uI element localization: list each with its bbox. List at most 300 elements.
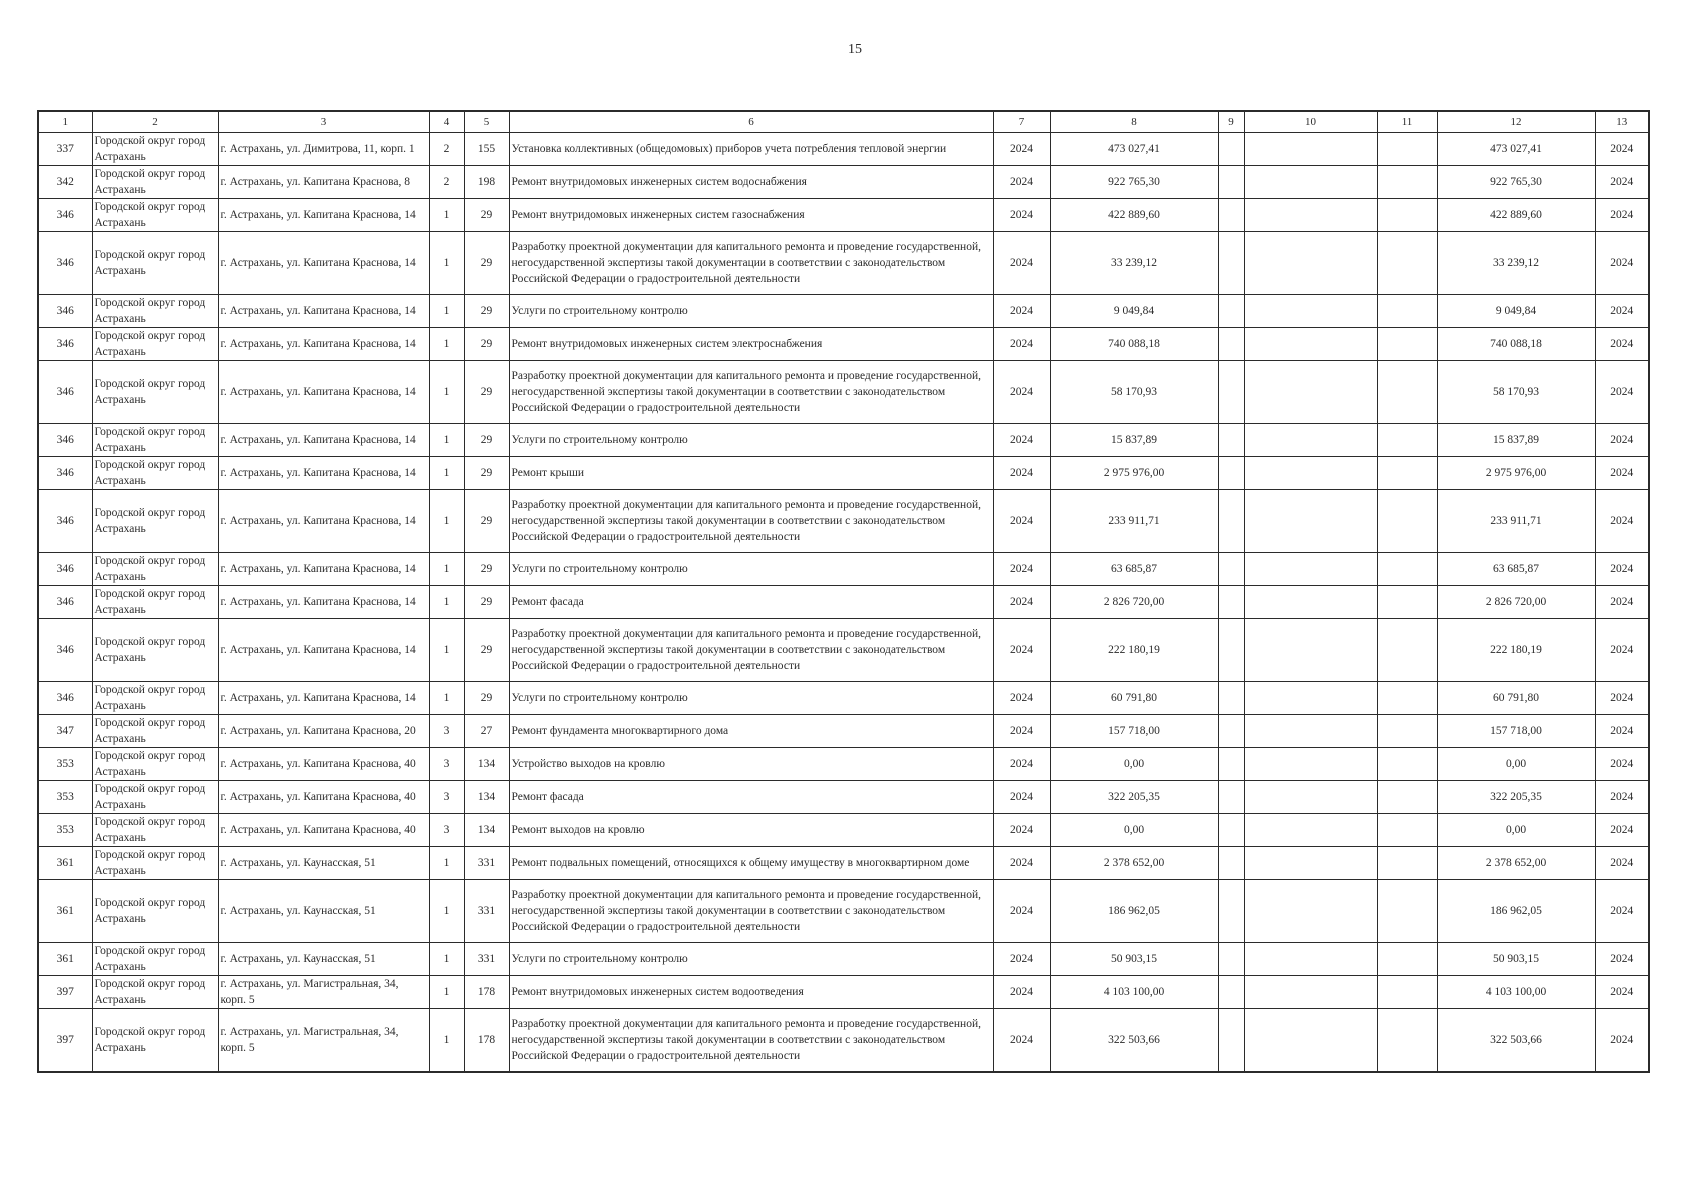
col10-cell: [1244, 232, 1377, 295]
col5-cell: 29: [464, 586, 509, 619]
address-cell: г. Астрахань, ул. Капитана Краснова, 14: [218, 619, 429, 682]
total-amount-cell: 740 088,18: [1437, 328, 1595, 361]
col10-cell: [1244, 199, 1377, 232]
total-amount-cell: 2 378 652,00: [1437, 847, 1595, 880]
col10-cell: [1244, 847, 1377, 880]
col9-cell: [1218, 361, 1244, 424]
total-amount-cell: 15 837,89: [1437, 424, 1595, 457]
row-number-cell: 397: [38, 1009, 92, 1073]
col9-cell: [1218, 748, 1244, 781]
col4-cell: 1: [429, 199, 464, 232]
municipality-cell: Городской округ город Астрахань: [92, 619, 218, 682]
col10-cell: [1244, 715, 1377, 748]
col5-cell: 29: [464, 619, 509, 682]
col9-cell: [1218, 715, 1244, 748]
total-amount-cell: 9 049,84: [1437, 295, 1595, 328]
address-cell: г. Астрахань, ул. Капитана Краснова, 14: [218, 232, 429, 295]
amount-cell: 222 180,19: [1050, 619, 1218, 682]
col9-cell: [1218, 490, 1244, 553]
col10-cell: [1244, 295, 1377, 328]
year-cell: 2024: [993, 814, 1050, 847]
col4-cell: 3: [429, 748, 464, 781]
total-amount-cell: 186 962,05: [1437, 880, 1595, 943]
year-cell: 2024: [993, 199, 1050, 232]
amount-cell: 60 791,80: [1050, 682, 1218, 715]
completion-year-cell: 2024: [1595, 586, 1649, 619]
completion-year-cell: 2024: [1595, 814, 1649, 847]
table-row: [38, 361, 1649, 424]
municipality-cell: Городской округ город Астрахань: [92, 457, 218, 490]
completion-year-cell: 2024: [1595, 781, 1649, 814]
col4-cell: 1: [429, 1009, 464, 1073]
col9-cell: [1218, 976, 1244, 1009]
work-type-cell: Услуги по строительному контролю: [509, 682, 993, 715]
total-amount-cell: 60 791,80: [1437, 682, 1595, 715]
col5-cell: 29: [464, 490, 509, 553]
column-header: 13: [1595, 111, 1649, 133]
col5-cell: 29: [464, 553, 509, 586]
year-cell: 2024: [993, 133, 1050, 166]
completion-year-cell: 2024: [1595, 553, 1649, 586]
amount-cell: 2 378 652,00: [1050, 847, 1218, 880]
completion-year-cell: 2024: [1595, 295, 1649, 328]
work-type-cell: Ремонт внутридомовых инженерных систем водоснабжения: [509, 166, 993, 199]
column-header: 12: [1437, 111, 1595, 133]
col4-cell: 1: [429, 586, 464, 619]
table-header-row: [38, 111, 1649, 133]
col5-cell: 134: [464, 748, 509, 781]
col4-cell: 1: [429, 943, 464, 976]
row-number-cell: 337: [38, 133, 92, 166]
amount-cell: 186 962,05: [1050, 880, 1218, 943]
col9-cell: [1218, 133, 1244, 166]
col10-cell: [1244, 328, 1377, 361]
col9-cell: [1218, 553, 1244, 586]
col11-cell: [1377, 361, 1437, 424]
table-body: [38, 133, 1649, 1073]
col9-cell: [1218, 781, 1244, 814]
table-row: [38, 880, 1649, 943]
col4-cell: 1: [429, 361, 464, 424]
col10-cell: [1244, 1009, 1377, 1073]
total-amount-cell: 322 205,35: [1437, 781, 1595, 814]
col5-cell: 29: [464, 232, 509, 295]
completion-year-cell: 2024: [1595, 457, 1649, 490]
table-row: [38, 619, 1649, 682]
year-cell: 2024: [993, 295, 1050, 328]
col10-cell: [1244, 748, 1377, 781]
amount-cell: 233 911,71: [1050, 490, 1218, 553]
table-row: [38, 976, 1649, 1009]
col9-cell: [1218, 232, 1244, 295]
col10-cell: [1244, 553, 1377, 586]
municipality-cell: Городской округ город Астрахань: [92, 586, 218, 619]
column-header: 10: [1244, 111, 1377, 133]
work-type-cell: Услуги по строительному контролю: [509, 295, 993, 328]
municipality-cell: Городской округ город Астрахань: [92, 682, 218, 715]
address-cell: г. Астрахань, ул. Капитана Краснова, 14: [218, 361, 429, 424]
col11-cell: [1377, 976, 1437, 1009]
col11-cell: [1377, 328, 1437, 361]
work-type-cell: Ремонт фасада: [509, 586, 993, 619]
col5-cell: 27: [464, 715, 509, 748]
year-cell: 2024: [993, 943, 1050, 976]
col4-cell: 1: [429, 619, 464, 682]
col10-cell: [1244, 424, 1377, 457]
completion-year-cell: 2024: [1595, 682, 1649, 715]
row-number-cell: 346: [38, 457, 92, 490]
col11-cell: [1377, 781, 1437, 814]
total-amount-cell: 222 180,19: [1437, 619, 1595, 682]
address-cell: г. Астрахань, ул. Капитана Краснова, 14: [218, 457, 429, 490]
col9-cell: [1218, 682, 1244, 715]
col5-cell: 178: [464, 1009, 509, 1073]
col4-cell: 1: [429, 295, 464, 328]
municipality-cell: Городской округ город Астрахань: [92, 232, 218, 295]
row-number-cell: 342: [38, 166, 92, 199]
col5-cell: 178: [464, 976, 509, 1009]
amount-cell: 9 049,84: [1050, 295, 1218, 328]
table-row: [38, 814, 1649, 847]
work-type-cell: Устройство выходов на кровлю: [509, 748, 993, 781]
col5-cell: 29: [464, 328, 509, 361]
col4-cell: 1: [429, 232, 464, 295]
col11-cell: [1377, 553, 1437, 586]
total-amount-cell: 473 027,41: [1437, 133, 1595, 166]
row-number-cell: 346: [38, 619, 92, 682]
completion-year-cell: 2024: [1595, 166, 1649, 199]
total-amount-cell: 2 975 976,00: [1437, 457, 1595, 490]
col9-cell: [1218, 880, 1244, 943]
col9-cell: [1218, 1009, 1244, 1073]
column-header: 5: [464, 111, 509, 133]
col11-cell: [1377, 424, 1437, 457]
work-type-cell: Ремонт внутридомовых инженерных систем газоснабжения: [509, 199, 993, 232]
completion-year-cell: 2024: [1595, 490, 1649, 553]
year-cell: 2024: [993, 490, 1050, 553]
col11-cell: [1377, 586, 1437, 619]
col9-cell: [1218, 199, 1244, 232]
col4-cell: 1: [429, 457, 464, 490]
address-cell: г. Астрахань, ул. Каунасская, 51: [218, 880, 429, 943]
municipality-cell: Городской округ город Астрахань: [92, 781, 218, 814]
col11-cell: [1377, 457, 1437, 490]
year-cell: 2024: [993, 847, 1050, 880]
col4-cell: 1: [429, 682, 464, 715]
municipality-cell: Городской округ город Астрахань: [92, 814, 218, 847]
municipality-cell: Городской округ город Астрахань: [92, 715, 218, 748]
work-type-cell: Ремонт внутридомовых инженерных систем водоотведения: [509, 976, 993, 1009]
address-cell: г. Астрахань, ул. Капитана Краснова, 40: [218, 748, 429, 781]
work-type-cell: Установка коллективных (общедомовых) приборов учета потребления тепловой энергии: [509, 133, 993, 166]
table-row: [38, 715, 1649, 748]
col5-cell: 29: [464, 295, 509, 328]
completion-year-cell: 2024: [1595, 847, 1649, 880]
total-amount-cell: 2 826 720,00: [1437, 586, 1595, 619]
year-cell: 2024: [993, 457, 1050, 490]
address-cell: г. Астрахань, ул. Капитана Краснова, 20: [218, 715, 429, 748]
col10-cell: [1244, 880, 1377, 943]
col4-cell: 2: [429, 133, 464, 166]
municipality-cell: Городской округ город Астрахань: [92, 748, 218, 781]
total-amount-cell: 233 911,71: [1437, 490, 1595, 553]
work-type-cell: Услуги по строительному контролю: [509, 553, 993, 586]
table-row: [38, 328, 1649, 361]
work-type-cell: Ремонт выходов на кровлю: [509, 814, 993, 847]
total-amount-cell: 157 718,00: [1437, 715, 1595, 748]
total-amount-cell: 0,00: [1437, 748, 1595, 781]
year-cell: 2024: [993, 682, 1050, 715]
amount-cell: 0,00: [1050, 814, 1218, 847]
col10-cell: [1244, 682, 1377, 715]
total-amount-cell: 422 889,60: [1437, 199, 1595, 232]
col4-cell: 1: [429, 976, 464, 1009]
year-cell: 2024: [993, 361, 1050, 424]
work-type-cell: Ремонт крыши: [509, 457, 993, 490]
row-number-cell: 361: [38, 943, 92, 976]
column-header: 1: [38, 111, 92, 133]
table-row: [38, 748, 1649, 781]
completion-year-cell: 2024: [1595, 715, 1649, 748]
completion-year-cell: 2024: [1595, 748, 1649, 781]
row-number-cell: 346: [38, 199, 92, 232]
year-cell: 2024: [993, 328, 1050, 361]
amount-cell: 322 205,35: [1050, 781, 1218, 814]
row-number-cell: 346: [38, 682, 92, 715]
col11-cell: [1377, 847, 1437, 880]
year-cell: 2024: [993, 976, 1050, 1009]
col10-cell: [1244, 781, 1377, 814]
work-type-cell: Разработку проектной документации для капитального ремонта и проведение государственной, негосударственной экспертизы такой документации в соответствии с законодательством Российской Федерации о градостроительной деятельности: [509, 619, 993, 682]
completion-year-cell: 2024: [1595, 328, 1649, 361]
address-cell: г. Астрахань, ул. Магистральная, 34, корп. 5: [218, 1009, 429, 1073]
work-type-cell: Услуги по строительному контролю: [509, 943, 993, 976]
col5-cell: 29: [464, 424, 509, 457]
table-row: [38, 1009, 1649, 1073]
completion-year-cell: 2024: [1595, 232, 1649, 295]
amount-cell: 4 103 100,00: [1050, 976, 1218, 1009]
col10-cell: [1244, 490, 1377, 553]
col9-cell: [1218, 457, 1244, 490]
municipality-cell: Городской округ город Астрахань: [92, 553, 218, 586]
year-cell: 2024: [993, 166, 1050, 199]
work-type-cell: Ремонт фундамента многоквартирного дома: [509, 715, 993, 748]
amount-cell: 740 088,18: [1050, 328, 1218, 361]
municipality-cell: Городской округ город Астрахань: [92, 166, 218, 199]
row-number-cell: 346: [38, 490, 92, 553]
col9-cell: [1218, 424, 1244, 457]
row-number-cell: 346: [38, 361, 92, 424]
col5-cell: 29: [464, 199, 509, 232]
col5-cell: 29: [464, 457, 509, 490]
completion-year-cell: 2024: [1595, 619, 1649, 682]
col4-cell: 3: [429, 715, 464, 748]
year-cell: 2024: [993, 1009, 1050, 1073]
work-type-cell: Разработку проектной документации для капитального ремонта и проведение государственной, негосударственной экспертизы такой документации в соответствии с законодательством Российской Федерации о градостроительной деятельности: [509, 232, 993, 295]
col9-cell: [1218, 847, 1244, 880]
amount-cell: 15 837,89: [1050, 424, 1218, 457]
work-type-cell: Разработку проектной документации для капитального ремонта и проведение государственной, негосударственной экспертизы такой документации в соответствии с законодательством Российской Федерации о градостроительной деятельности: [509, 490, 993, 553]
address-cell: г. Астрахань, ул. Капитана Краснова, 14: [218, 199, 429, 232]
year-cell: 2024: [993, 781, 1050, 814]
amount-cell: 422 889,60: [1050, 199, 1218, 232]
amount-cell: 33 239,12: [1050, 232, 1218, 295]
row-number-cell: 346: [38, 328, 92, 361]
col4-cell: 1: [429, 328, 464, 361]
col5-cell: 331: [464, 943, 509, 976]
amount-cell: 157 718,00: [1050, 715, 1218, 748]
col5-cell: 29: [464, 361, 509, 424]
total-amount-cell: 0,00: [1437, 814, 1595, 847]
year-cell: 2024: [993, 586, 1050, 619]
total-amount-cell: 58 170,93: [1437, 361, 1595, 424]
row-number-cell: 353: [38, 781, 92, 814]
col9-cell: [1218, 619, 1244, 682]
column-header: 2: [92, 111, 218, 133]
column-header: 8: [1050, 111, 1218, 133]
municipality-cell: Городской округ город Астрахань: [92, 295, 218, 328]
col11-cell: [1377, 166, 1437, 199]
address-cell: г. Астрахань, ул. Димитрова, 11, корп. 1: [218, 133, 429, 166]
address-cell: г. Астрахань, ул. Капитана Краснова, 40: [218, 814, 429, 847]
table-row: [38, 166, 1649, 199]
row-number-cell: 353: [38, 814, 92, 847]
col9-cell: [1218, 943, 1244, 976]
municipality-cell: Городской округ город Астрахань: [92, 847, 218, 880]
col5-cell: 198: [464, 166, 509, 199]
amount-cell: 322 503,66: [1050, 1009, 1218, 1073]
col4-cell: 3: [429, 781, 464, 814]
address-cell: г. Астрахань, ул. Каунасская, 51: [218, 847, 429, 880]
row-number-cell: 346: [38, 553, 92, 586]
municipality-cell: Городской округ город Астрахань: [92, 490, 218, 553]
completion-year-cell: 2024: [1595, 880, 1649, 943]
row-number-cell: 346: [38, 232, 92, 295]
work-type-cell: Разработку проектной документации для капитального ремонта и проведение государственной, негосударственной экспертизы такой документации в соответствии с законодательством Российской Федерации о градостроительной деятельности: [509, 361, 993, 424]
row-number-cell: 361: [38, 847, 92, 880]
col10-cell: [1244, 361, 1377, 424]
work-type-cell: Ремонт внутридомовых инженерных систем электроснабжения: [509, 328, 993, 361]
address-cell: г. Астрахань, ул. Капитана Краснова, 14: [218, 490, 429, 553]
col9-cell: [1218, 295, 1244, 328]
col5-cell: 29: [464, 682, 509, 715]
col9-cell: [1218, 328, 1244, 361]
col11-cell: [1377, 199, 1437, 232]
address-cell: г. Астрахань, ул. Магистральная, 34, корп. 5: [218, 976, 429, 1009]
municipality-cell: Городской округ город Астрахань: [92, 1009, 218, 1073]
municipality-cell: Городской округ город Астрахань: [92, 880, 218, 943]
address-cell: г. Астрахань, ул. Капитана Краснова, 40: [218, 781, 429, 814]
col4-cell: 1: [429, 424, 464, 457]
amount-cell: 2 826 720,00: [1050, 586, 1218, 619]
table-row: [38, 199, 1649, 232]
col9-cell: [1218, 814, 1244, 847]
amount-cell: 58 170,93: [1050, 361, 1218, 424]
col4-cell: 1: [429, 880, 464, 943]
column-header: 4: [429, 111, 464, 133]
col11-cell: [1377, 619, 1437, 682]
work-type-cell: Разработку проектной документации для капитального ремонта и проведение государственной, негосударственной экспертизы такой документации в соответствии с законодательством Российской Федерации о градостроительной деятельности: [509, 880, 993, 943]
column-header: 11: [1377, 111, 1437, 133]
total-amount-cell: 50 903,15: [1437, 943, 1595, 976]
col9-cell: [1218, 586, 1244, 619]
repair-schedule-table: [37, 110, 1650, 1073]
work-type-cell: Услуги по строительному контролю: [509, 424, 993, 457]
col5-cell: 134: [464, 814, 509, 847]
work-type-cell: Ремонт фасада: [509, 781, 993, 814]
column-header: 7: [993, 111, 1050, 133]
year-cell: 2024: [993, 553, 1050, 586]
column-header: 9: [1218, 111, 1244, 133]
row-number-cell: 353: [38, 748, 92, 781]
address-cell: г. Астрахань, ул. Капитана Краснова, 14: [218, 295, 429, 328]
table-row: [38, 457, 1649, 490]
table-row: [38, 133, 1649, 166]
row-number-cell: 346: [38, 586, 92, 619]
completion-year-cell: 2024: [1595, 361, 1649, 424]
work-type-cell: Ремонт подвальных помещений, относящихся к общему имуществу в многоквартирном доме: [509, 847, 993, 880]
table-row: [38, 490, 1649, 553]
total-amount-cell: 322 503,66: [1437, 1009, 1595, 1073]
address-cell: г. Астрахань, ул. Капитана Краснова, 8: [218, 166, 429, 199]
municipality-cell: Городской округ город Астрахань: [92, 328, 218, 361]
col10-cell: [1244, 586, 1377, 619]
col11-cell: [1377, 232, 1437, 295]
table-row: [38, 553, 1649, 586]
municipality-cell: Городской округ город Астрахань: [92, 133, 218, 166]
address-cell: г. Астрахань, ул. Капитана Краснова, 14: [218, 586, 429, 619]
total-amount-cell: 63 685,87: [1437, 553, 1595, 586]
total-amount-cell: 922 765,30: [1437, 166, 1595, 199]
municipality-cell: Городской округ город Астрахань: [92, 943, 218, 976]
row-number-cell: 347: [38, 715, 92, 748]
col10-cell: [1244, 976, 1377, 1009]
year-cell: 2024: [993, 232, 1050, 295]
col5-cell: 134: [464, 781, 509, 814]
row-number-cell: 361: [38, 880, 92, 943]
municipality-cell: Городской округ город Астрахань: [92, 976, 218, 1009]
completion-year-cell: 2024: [1595, 1009, 1649, 1073]
municipality-cell: Городской округ город Астрахань: [92, 424, 218, 457]
col11-cell: [1377, 715, 1437, 748]
col4-cell: 1: [429, 847, 464, 880]
col5-cell: 331: [464, 847, 509, 880]
amount-cell: 473 027,41: [1050, 133, 1218, 166]
row-number-cell: 397: [38, 976, 92, 1009]
address-cell: г. Астрахань, ул. Капитана Краснова, 14: [218, 424, 429, 457]
col11-cell: [1377, 814, 1437, 847]
completion-year-cell: 2024: [1595, 199, 1649, 232]
col10-cell: [1244, 133, 1377, 166]
completion-year-cell: 2024: [1595, 424, 1649, 457]
year-cell: 2024: [993, 424, 1050, 457]
col9-cell: [1218, 166, 1244, 199]
amount-cell: 0,00: [1050, 748, 1218, 781]
table-row: [38, 424, 1649, 457]
col11-cell: [1377, 295, 1437, 328]
year-cell: 2024: [993, 715, 1050, 748]
col10-cell: [1244, 814, 1377, 847]
address-cell: г. Астрахань, ул. Каунасская, 51: [218, 943, 429, 976]
col10-cell: [1244, 457, 1377, 490]
row-number-cell: 346: [38, 295, 92, 328]
municipality-cell: Городской округ город Астрахань: [92, 361, 218, 424]
col11-cell: [1377, 880, 1437, 943]
col11-cell: [1377, 1009, 1437, 1073]
total-amount-cell: 4 103 100,00: [1437, 976, 1595, 1009]
address-cell: г. Астрахань, ул. Капитана Краснова, 14: [218, 328, 429, 361]
row-number-cell: 346: [38, 424, 92, 457]
